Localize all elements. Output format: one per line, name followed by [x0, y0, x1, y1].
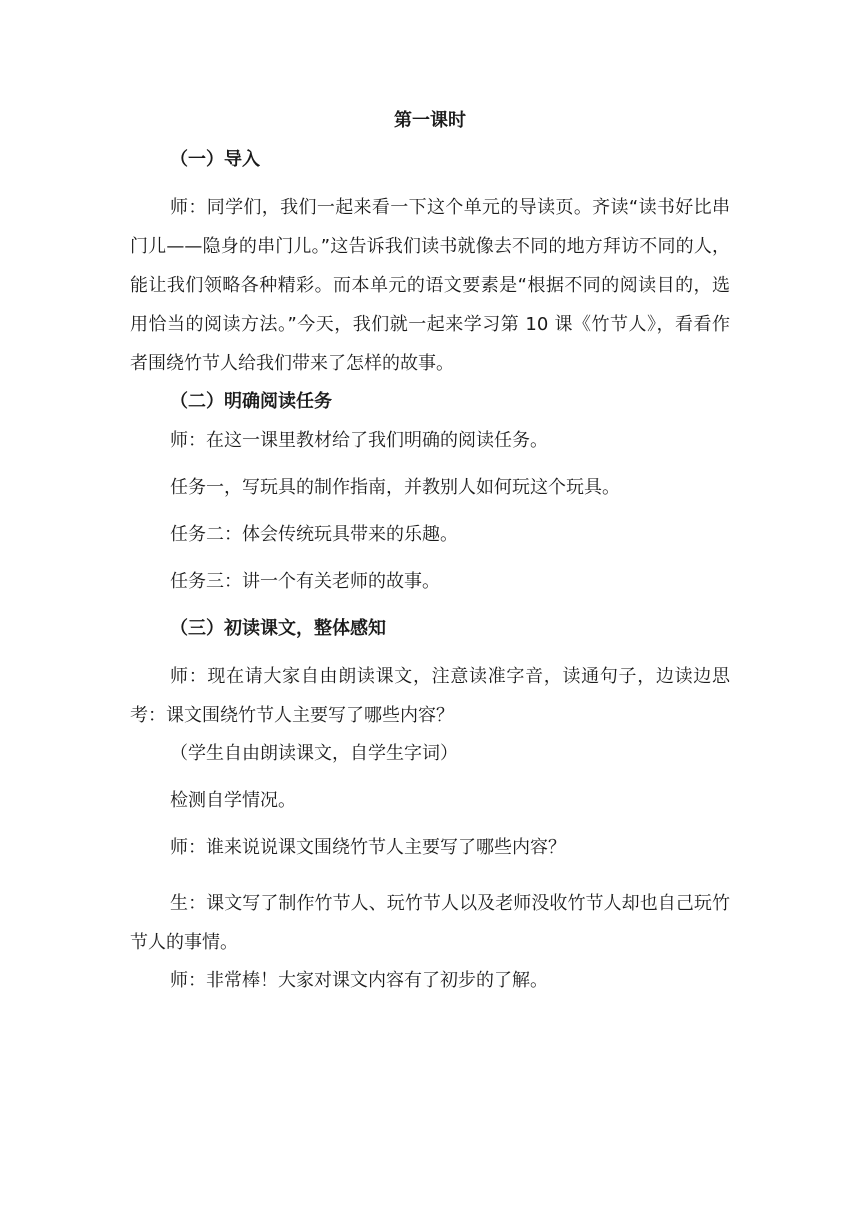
- page-title: 第一课时: [394, 110, 466, 131]
- reading-paragraph-answer: 生：课文写了制作竹节人、玩竹节人以及老师没收竹节人却也自己玩竹节人的事情。: [130, 893, 730, 953]
- tasks-line-task-1: 任务一，写玩具的制作指南，并教别人如何玩这个玩具。: [170, 477, 620, 498]
- reading-line-question: 师：谁来说说课文围绕竹节人主要写了哪些内容？: [170, 837, 566, 858]
- reading-line-students: （学生自由朗读课文，自学生字词）: [170, 743, 458, 764]
- reading-line-praise: 师：非常棒！大家对课文内容有了初步的了解。: [170, 970, 548, 991]
- reading-line-check: 检测自学情况。: [170, 790, 296, 811]
- intro-paragraph: 师：同学们，我们一起来看一下这个单元的导读页。齐读“读书好比串门儿——隐身的串门儿。”这告诉我们读书就像去不同的地方拜访不同的人，能让我们领略各种精彩。而本单元的语文要素是“根据不同的阅读目的，选用恰当的阅读方法。”今天，我们就一起来学习第 10 课《竹节人》，看看作者围绕竹节人给我们带来了怎样的故事。: [130, 197, 730, 374]
- section-heading-first-reading: （三）初读课文，整体感知: [170, 618, 386, 639]
- tasks-line-task-2: 任务二：体会传统玩具带来的乐趣。: [170, 524, 458, 545]
- section-heading-tasks: （二）明确阅读任务: [170, 391, 332, 412]
- tasks-line-teacher: 师：在这一课里教材给了我们明确的阅读任务。: [170, 430, 548, 451]
- document-page: [130, 110, 730, 1017]
- tasks-line-task-3: 任务三：讲一个有关老师的故事。: [170, 571, 440, 592]
- reading-paragraph-instruction: 师：现在请大家自由朗读课文，注意读准字音，读通句子，边读边思考：课文围绕竹节人主要写了哪些内容？: [130, 666, 730, 726]
- section-heading-intro: （一）导入: [170, 149, 260, 170]
